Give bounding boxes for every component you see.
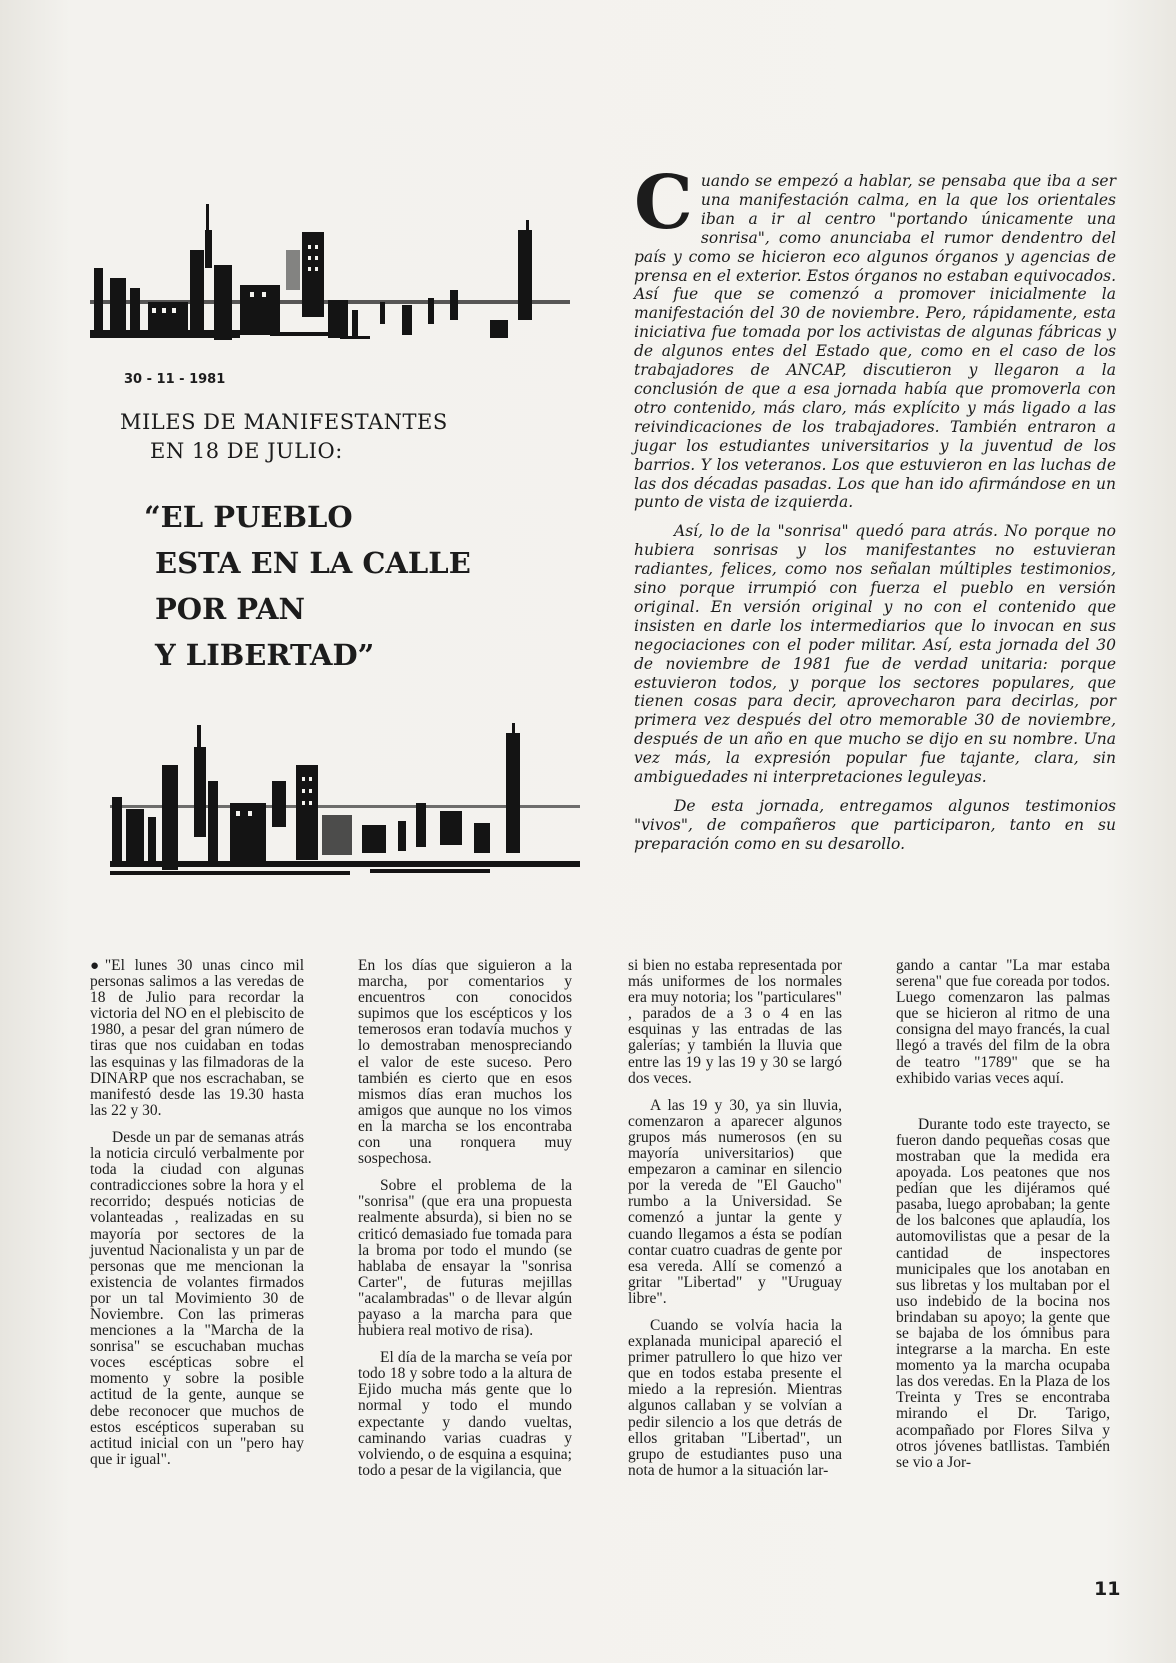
city-skyline-illustration-top xyxy=(90,190,570,360)
intro-paragraph-1: Cuando se empezó a hablar, se pensaba que iba a ser una manifestación calma, en la que los orientales iban a ir al centro "portando únicamente una sonrisa", como anunciaba el rumor dendentro del país y como se hicieron eco algunos órganos y agencias de prensa en el exterior. Estos órganos no estaban equivocados. Así fue que se comenzó a promover inicialmente la manifestación del 30 de noviembre. Pero, rápidamente, esta iniciativa fue tomada por los activistas de algunas fábricas y de algunos entes del Estado que, como en el caso de los trabajadores de ANCAP, discutieron y llegaron a la conclusión de que a esa jornada había que promoverla con otro contenido, más claro, más explícito y más ligado a las reivindicaciones de los trabajadores. También entraron a jugar los estudiantes universitarios y la juventud de los barrios. Y los veteranos. Los que estuvieron en las luchas de las dos décadas pasadas. Los que han ido afirmándose en un punto de vista de izquierda. xyxy=(634,160,1116,512)
body-column-1 xyxy=(90,958,304,1468)
column-4-paragraph-2: Durante todo este trayecto, se fueron dando pequeñas cosas que mostraban que la medida era apoyada. Los peatones que nos pedían que les dijéramos qué pasaba, luego aprobaban; la gente de los balcones que aplaudía, los automovilistas que a pesar de la cantidad de inspectores municipales que los anotaban en sus libretas y los multaban por el uso indebido de la bocina nos brindaban su apoyo; la gente que se bajaba de los ómnibus para integrarse a la marcha. En este momento ya la marcha ocupaba las dos veredas. En la Plaza de los Treinta y Tres se encontraba mirando el Dr. Tarigo, acompañado por Flores Silva y otros jóvenes batllistas. También se vio a Jor- xyxy=(896,1115,1110,1471)
page-number: 11 xyxy=(1094,1578,1121,1600)
column-2-paragraph-3: El día de la marcha se veía por todo 18 y sobre todo a la altura de Ejido mucha más gente que lo normal y todo el mundo expectante y dando vueltas, caminando varias cuadras y volviendo, o de esquina a esquina; todo a pesar de la vigilancia, que xyxy=(358,1349,572,1479)
column-4-paragraph-1: gando a cantar "La mar estaba serena" que fue coreada por todos. Luego comenzaron las palmas que se hicieron al ritmo de una consigna del mayo francés, la cual llegó a través del film de la obra de teatro "1789" que se ha exhibido varias veces aquí. xyxy=(896,957,1110,1087)
article-date: 30 - 11 - 1981 xyxy=(124,372,226,387)
kicker-line-2: EN 18 DE JULIO: xyxy=(150,439,343,463)
column-2-paragraph-1: En los días que siguieron a la marcha, por comentarios y encuentros con conocidos supimos que los escépticos y los temerosos eran todavía muchos y lo demostraban menospreciando el valor de este suceso. Pero también es cierto que en esos mismos días eran muchos los amigos que aunque no los vimos en la marcha se los encontraba con una ronquera muy sospechosa. xyxy=(358,957,572,1168)
column-3-paragraph-3: Cuando se volvía hacia la explanada municipal apareció el primer patrullero lo que hizo ver que en todos estaba presente el miedo a la represión. Mientras algunos callaban y se volvían a pedir silencio a los que detrás de ellos gritaban "Libertad", un grupo de estudiantes puso una nota de humor a la situación lar- xyxy=(628,1316,842,1479)
body-column-4 xyxy=(896,958,1110,1471)
intro-paragraph-2: Así, lo de la "sonrisa" quedó para atrás. No porque no hubiera sonrisas y los manifestantes no estuvieran radiantes, felices, como nos señalan múltiples testimonios, sino porque irrumpió con fuerza el pueblo en versión original. En versión original y no con el contenido que insisten en darle los intermediarios que lo invocan en sus negociaciones con el poder militar. Así, esta jornada del 30 de noviembre de 1981 fue de verdad unitaria: porque estuvieron todos, y porque los sectores populares, que tienen cosas para decir, aprovecharon para decirlas, por primera vez después del otro memorable 30 de noviembre, después de un año en que mucho se dijo en su nombre. Una vez más, la expresión popular fue tajante, clara, sin ambiguedades ni interpretaciones leguleyas. xyxy=(634,522,1116,787)
headline-line-1: “EL PUEBLO xyxy=(144,500,353,534)
city-skyline-illustration-bottom xyxy=(110,705,580,890)
column-1-paragraph-2: Desde un par de semanas atrás la noticia circuló verbalmente por toda la ciudad con algunas contradicciones sobre la hora y el recorrido; después noticias de volanteadas , realizadas en su mayoría por sectores de la juventud Nacionalista y un par de personas que me mencionan la existencia de volantes firmados por un tal Movimiento 30 de Noviembre. Con las primeras menciones a la "Marcha de la sonrisa" se escuchaban muchas voces escépticas sobre el momento y sobre la posible actitud de la gente, aunque se debe reconocer que muchos de estos escépticos superaban su actitud inicial con un "pero hay que ir igual". xyxy=(90,1128,304,1468)
column-1-paragraph-1: ●"El lunes 30 unas cinco mil personas salimos a las veredas de 18 de Julio para recordar la victoria del NO en el plebiscito de 1980, a pesar del gran número de tiras que nos cuidaban en todas las esquinas y las filmadoras de la DINARP que nos escrachaban, se manifestó desde las 19.30 hasta las 22 y 30. xyxy=(90,957,304,1119)
drop-cap: C xyxy=(634,160,693,246)
article-headline xyxy=(144,494,471,678)
column-2-paragraph-2: Sobre el problema de la "sonrisa" (que era una propuesta realmente absurda), si bien no se criticó demasiado fue tomada para la broma por todo el mundo (se hablaba de ensayar la "sonrisa Carter", de futuras mejillas "acalambradas" o de llevar algún payaso a la marcha para que hubiera real motivo de risa). xyxy=(358,1177,572,1340)
article-intro xyxy=(634,160,1116,854)
intro-paragraph-3: De esta jornada, entregamos algunos testimonios "vivos", de compañeros que participaron, tanto en su preparación como en su desarollo. xyxy=(634,797,1116,853)
article-kicker xyxy=(120,408,448,466)
headline-line-3: POR PAN xyxy=(155,592,305,626)
headline-line-4: Y LIBERTAD” xyxy=(155,638,375,672)
bullet-icon: ● xyxy=(90,958,105,974)
headline-line-2: ESTA EN LA CALLE xyxy=(155,546,471,580)
column-3-paragraph-2: A las 19 y 30, ya sin lluvia, comenzaron a aparecer algunos grupos más numerosos (en su mayoría universitarios) que empezaron a caminar en silencio por la vereda de "El Gaucho" rumbo a la Universidad. Se comenzó a juntar la gente y cuando llegamos a ésta se podían contar cuatro cuadras de gente por esa vereda. Allí se comenzó a gritar "Libertad" y "Uruguay libre". xyxy=(628,1096,842,1307)
kicker-line-1: MILES DE MANIFESTANTES xyxy=(120,410,448,434)
column-3-paragraph-1: si bien no estaba representada por más uniformes de los normales era muy notoria; los "particulares" , parados de a 3 o 4 en las esquinas y las entradas de las galerías; y también la lluvia que entre las 19 y las 19 y 30 se largó dos veces. xyxy=(628,957,842,1087)
body-column-2 xyxy=(358,958,572,1479)
body-column-3 xyxy=(628,958,842,1479)
